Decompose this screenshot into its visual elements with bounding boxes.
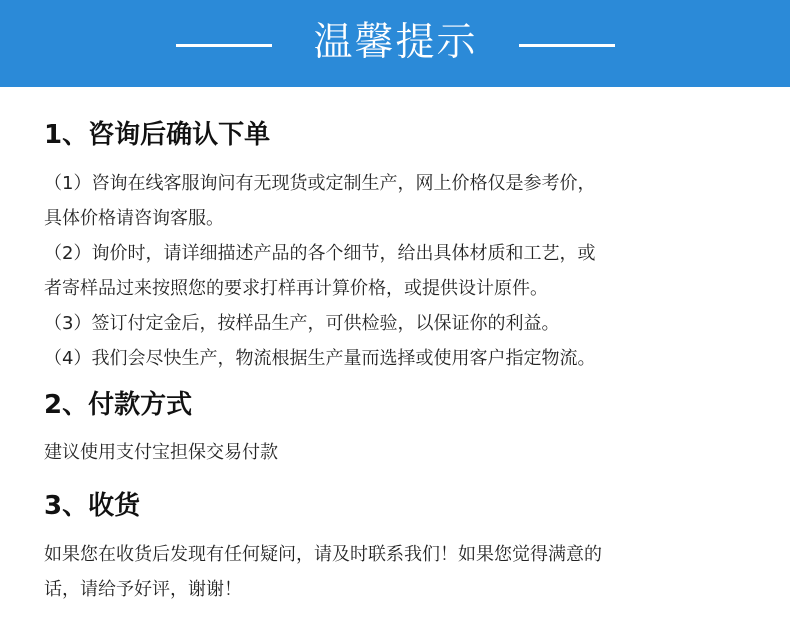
receipt-line-1: 如果您在收货后发现有任何疑问，请及时联系我们！如果您觉得满意的 (44, 544, 602, 565)
title-decoration-right (519, 44, 615, 47)
receipt-line-2: 话，请给予好评，谢谢！ (44, 579, 242, 600)
order-line-1: （1）咨询在线客服询问有无现货或定制生产，网上价格仅是参考价， (44, 173, 596, 194)
section-title-payment: 2、付款方式 (44, 390, 193, 420)
section-title-receipt: 3、收货 (44, 491, 141, 521)
title-decoration-left (176, 44, 272, 47)
section-title-order: 1、咨询后确认下单 (44, 120, 271, 150)
order-line-4: 者寄样品过来按照您的要求打样再计算价格，或提供设计原件。 (44, 278, 548, 299)
order-line-6: （4）我们会尽快生产，物流根据生产量而选择或使用客户指定物流。 (44, 348, 596, 369)
payment-line-1: 建议使用支付宝担保交易付款 (44, 442, 278, 463)
order-line-2: 具体价格请咨询客服。 (44, 208, 224, 229)
banner-title: 温馨提示 (313, 20, 478, 65)
order-line-5: （3）签订付定金后，按样品生产，可供检验，以保证你的利益。 (44, 313, 560, 334)
header-banner (0, 0, 790, 87)
order-line-3: （2）询价时，请详细描述产品的各个细节，给出具体材质和工艺，或 (44, 243, 596, 264)
